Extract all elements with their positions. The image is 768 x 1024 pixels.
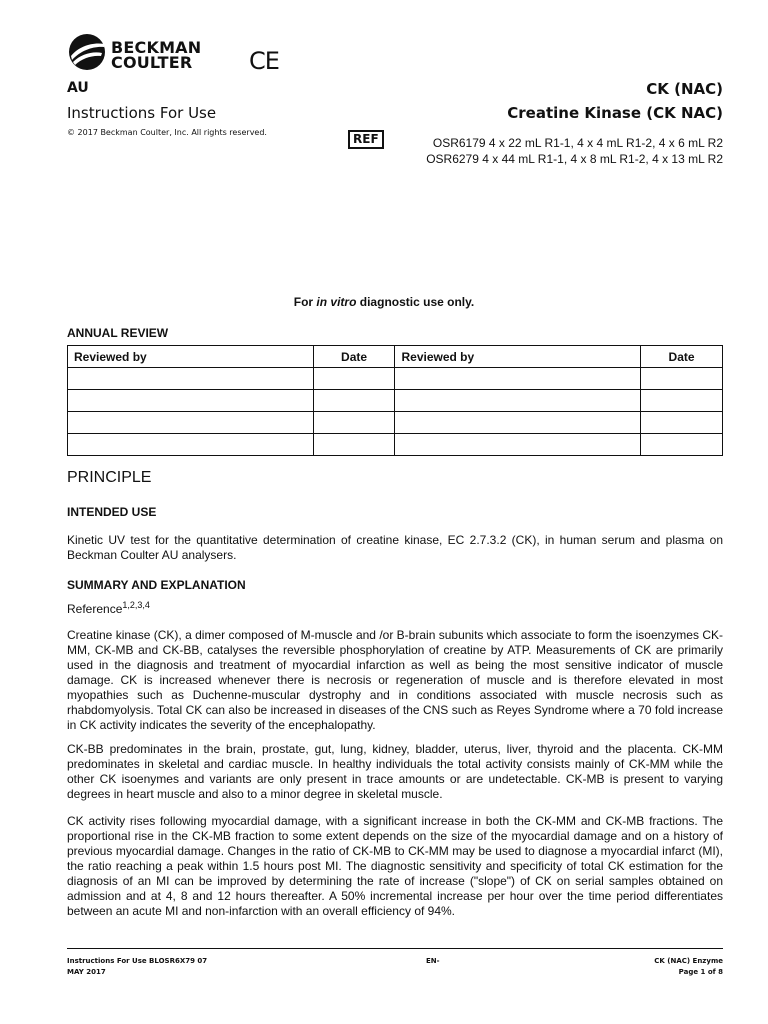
footer-left xyxy=(67,956,207,978)
col-reviewed-by: Reviewed by xyxy=(68,346,314,368)
reference-numbers: 1,2,3,4 xyxy=(122,600,150,610)
ref-symbol: REF xyxy=(348,130,384,149)
table-cell xyxy=(68,368,314,390)
intended-use-text: Kinetic UV test for the quantitative determination of creatine kinase, EC 2.7.3.2 (CK), in human serum and plasma on Beckman Coulter AU analysers. xyxy=(67,533,723,562)
brand-line-2: COULTER xyxy=(111,53,193,72)
principle-heading: PRINCIPLE xyxy=(67,469,152,486)
footer-doc-id: Instructions For Use BLOSR6X79 07 xyxy=(67,957,208,965)
summary-heading: SUMMARY AND EXPLANATION xyxy=(67,578,246,592)
ref-line-1: OSR6179 4 x 22 mL R1-1, 4 x 4 mL R1-2, 4 x 6 mL R2 xyxy=(432,136,723,150)
system-label: AU xyxy=(67,80,89,96)
footer-product: CK (NAC) Enzyme xyxy=(654,957,723,965)
table-cell xyxy=(641,368,723,390)
table-cell xyxy=(641,412,723,434)
table-cell xyxy=(395,368,641,390)
product-name: Creatine Kinase (CK NAC) xyxy=(507,104,723,122)
doc-type: Instructions For Use xyxy=(67,104,217,122)
ce-mark: CE xyxy=(249,47,279,75)
footer-page-number: Page 1 of 8 xyxy=(678,968,723,976)
table-row xyxy=(68,368,723,390)
footer-date: MAY 2017 xyxy=(67,968,106,976)
brand-line-1: BECKMAN xyxy=(111,38,202,57)
product-code: CK (NAC) xyxy=(646,80,723,98)
table-cell xyxy=(395,412,641,434)
table-cell xyxy=(395,390,641,412)
footer-language: EN- xyxy=(426,957,440,965)
ref-line-2: OSR6279 4 x 44 mL R1-1, 4 x 8 mL R1-2, 4 x 13 mL R2 xyxy=(426,152,723,166)
table-row xyxy=(68,390,723,412)
annual-review-title: ANNUAL REVIEW xyxy=(67,326,169,340)
table-cell xyxy=(395,434,641,456)
reference-label: Reference xyxy=(67,602,123,616)
beckman-coulter-logo xyxy=(67,30,217,80)
annual-review-table xyxy=(67,345,723,456)
table-header-row xyxy=(68,346,723,368)
table-cell xyxy=(641,390,723,412)
ivd-italic: in vitro xyxy=(316,295,357,309)
table-row xyxy=(68,434,723,456)
table-cell xyxy=(313,390,395,412)
table-cell xyxy=(68,412,314,434)
col-reviewed-by-2: Reviewed by xyxy=(395,346,641,368)
brand-name xyxy=(111,40,201,70)
beckman-coulter-emblem-icon xyxy=(67,32,107,72)
copyright: © 2017 Beckman Coulter, Inc. All rights reserved. xyxy=(67,128,267,137)
col-date: Date xyxy=(313,346,395,368)
summary-paragraph-1: Creatine kinase (CK), a dimer composed of M-muscle and /or B-brain subunits which associate to form the isoenzymes CK-MM, CK-MB and CK-BB, catalyses the reversible phosphorylation of creatine by ATP. Measurements of CK are primarily used in the diagnosis and treatment of myocardial infarction as well as being the most sensitive indicator of muscle damage. CK is increased whenever there is necrosis or regeneration of muscle and is therefore elevated in most myopathies such as Duchenne-muscular dystrophy and in conditions associated with muscle necrosis such as rhabdomyolysis. Total CK can also be increased in diseases of the CNS such as Reyes Syndrome where a 70 fold increase in CK activity indicates the severity of the encephalopathy. xyxy=(67,628,723,732)
col-date-2: Date xyxy=(641,346,723,368)
table-cell xyxy=(313,368,395,390)
summary-paragraph-3: CK activity rises following myocardial damage, with a significant increase in both the CK-MM and CK-MB fractions. The proportional rise in the CK-MB fraction to some extent depends on the size of the myocardial damage and on a history of previous myocardial damage. Changes in the ratio of CK-MB to CK-MM may be used to diagnose a myocardial infarct (MI), the ratio reaching a peak within 1.5 hours post MI. The diagnostic sensitivity and specificity of total CK estimation for the diagnosis of an MI can be improved by determining the rate of increase ("slope") of CK on serial samples obtained on admission and at 4, 8 and 12 hours thereafter. A 50% incremental increase per hour over the time period differentiates between an acute MI and non-infarction with an overall efficiency of 94%. xyxy=(67,814,723,918)
table-cell xyxy=(313,434,395,456)
intended-use-heading: INTENDED USE xyxy=(67,505,157,519)
ivd-suffix: diagnostic use only. xyxy=(356,295,475,309)
ivd-prefix: For xyxy=(293,295,317,309)
table-cell xyxy=(68,390,314,412)
table-cell xyxy=(313,412,395,434)
footer-right xyxy=(654,956,723,978)
ivd-statement xyxy=(0,295,768,309)
reference-line xyxy=(67,600,150,616)
footer-divider xyxy=(67,948,723,949)
summary-paragraph-2: CK-BB predominates in the brain, prostate, gut, lung, kidney, bladder, uterus, liver, thyroid and the placenta. CK-MM predominates in skeletal and cardiac muscle. In healthy individuals the total activity consists mainly of CK-MM while the other CK isoenymes and variants are only present in trace amounts or are undetectable. CK-MB is present to varying degrees in heart muscle and also to a minor degree in skeletal muscle. xyxy=(67,742,723,801)
table-cell xyxy=(68,434,314,456)
table-row xyxy=(68,412,723,434)
table-cell xyxy=(641,434,723,456)
